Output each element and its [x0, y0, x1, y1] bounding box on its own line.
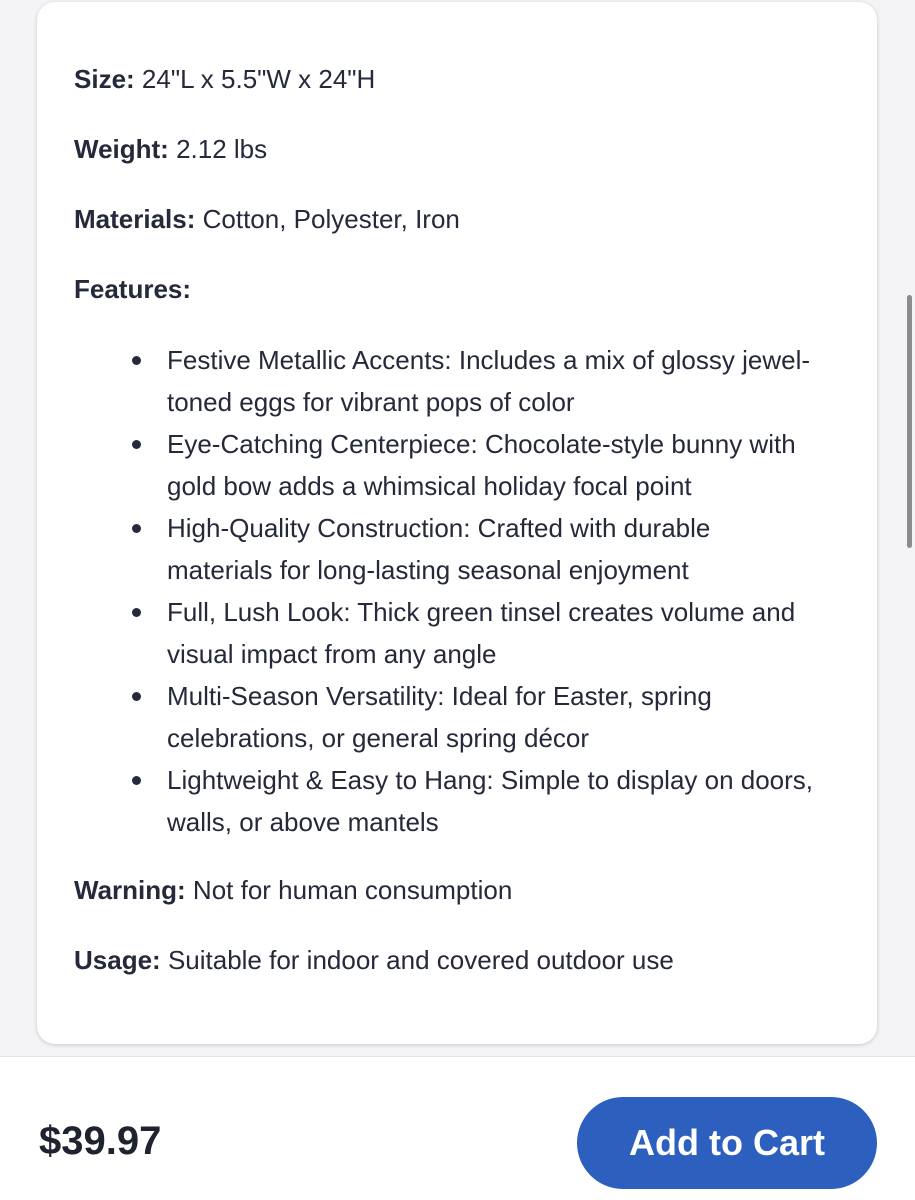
spec-features-label: Features: [74, 274, 192, 304]
spec-weight-value: 2.12 lbs [176, 134, 268, 164]
add-to-cart-button[interactable]: Add to Cart [577, 1097, 877, 1189]
feature-text-line1: Full, Lush Look: Thick green tinsel creates volume and [167, 597, 796, 627]
spec-weight [74, 132, 267, 166]
spec-materials [74, 202, 460, 236]
feature-item [74, 675, 854, 759]
spec-usage-label: Usage: [74, 945, 161, 975]
feature-text-line2: visual impact from any angle [167, 639, 497, 669]
price: $39.97 [39, 1119, 162, 1163]
spec-size-label: Size: [74, 64, 135, 94]
feature-item [74, 339, 854, 423]
product-specs-card [37, 2, 877, 1044]
bullet-icon [132, 440, 141, 449]
bullet-icon [132, 524, 141, 533]
spec-warning-value: Not for human consumption [192, 875, 513, 905]
bullet-icon [132, 356, 141, 365]
feature-item [74, 423, 854, 507]
scrollbar-thumb[interactable] [907, 295, 912, 548]
feature-text-line2: celebrations, or general spring décor [167, 723, 590, 753]
bullet-icon [132, 776, 141, 785]
feature-text-line1: Eye-Catching Centerpiece: Chocolate-style bunny with [167, 429, 796, 459]
feature-text-line2: gold bow adds a whimsical holiday focal point [167, 471, 692, 501]
spec-weight-label: Weight: [74, 134, 169, 164]
feature-text-line1: Multi-Season Versatility: Ideal for Easter, spring [167, 681, 712, 711]
feature-text-line2: walls, or above mantels [167, 807, 439, 837]
purchase-bar [0, 1056, 915, 1200]
feature-text-line2: toned eggs for vibrant pops of color [167, 387, 575, 417]
spec-usage [74, 943, 674, 977]
bullet-icon [132, 692, 141, 701]
spec-materials-value: Cotton, Polyester, Iron [202, 204, 460, 234]
feature-text-line1: Festive Metallic Accents: Includes a mix of glossy jewel- [167, 345, 811, 375]
spec-features [74, 272, 191, 306]
spec-usage-value: Suitable for indoor and covered outdoor use [167, 945, 674, 975]
spec-size [74, 62, 375, 96]
spec-size-value: 24"L x 5.5"W x 24"H [141, 64, 376, 94]
spec-warning [74, 873, 512, 907]
feature-text-line1: Lightweight & Easy to Hang: Simple to display on doors, [167, 765, 814, 795]
feature-text-line2: materials for long-lasting seasonal enjoyment [167, 555, 689, 585]
spec-warning-label: Warning: [74, 875, 186, 905]
spec-materials-label: Materials: [74, 204, 196, 234]
feature-item [74, 759, 854, 843]
feature-item [74, 591, 854, 675]
features-list [74, 339, 854, 843]
bullet-icon [132, 608, 141, 617]
feature-item [74, 507, 854, 591]
feature-text-line1: High-Quality Construction: Crafted with durable [167, 513, 711, 543]
